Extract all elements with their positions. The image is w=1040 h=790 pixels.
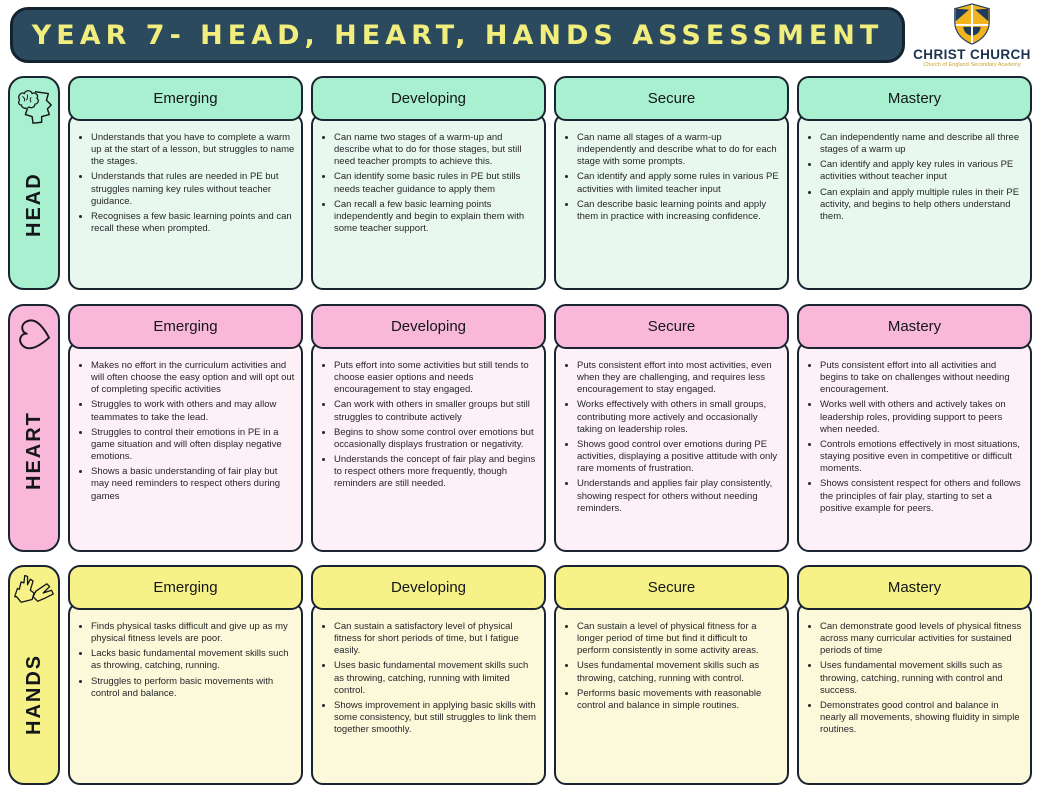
bullet-item: • Can describe basic learning points and apply them in practice with increasing confidence. — [577, 199, 782, 223]
cell-heart-developing — [311, 304, 546, 552]
bullet-item: • Works effectively with others in small groups, contributing more actively and occasionally taking on leadership roles. — [577, 399, 782, 435]
level-label: Developing — [390, 579, 467, 596]
bullet-list — [319, 621, 539, 736]
level-label: Secure — [647, 90, 696, 107]
level-header-developing — [311, 76, 546, 121]
bullet-item: • Uses fundamental movement skills such as throwing, catching, running with control and success. — [820, 660, 1025, 696]
cell-head-developing — [311, 76, 546, 290]
bullet-item: • Finds physical tasks difficult and give up as my physical fitness levels are poor. — [91, 621, 296, 645]
bullet-item: • Can explain and apply multiple rules in their PE activity, and begins to help others understand them. — [820, 187, 1025, 223]
bullet-item: • Recognises a few basic learning points and can recall these when prompted. — [91, 211, 296, 235]
cell-body — [68, 341, 303, 552]
bullet-list — [562, 621, 782, 712]
cell-head-emerging — [68, 76, 303, 290]
row-heart — [8, 304, 1032, 552]
bullet-list — [805, 132, 1025, 223]
bullet-item: • Uses fundamental movement skills such as throwing, catching, running with control. — [577, 660, 782, 684]
level-header-developing — [311, 304, 546, 349]
bullet-list — [562, 132, 782, 223]
bullet-item: • Shows improvement in applying basic skills with some consistency, but still struggles to link them together smoothly. — [334, 700, 539, 736]
bullet-item: • Can recall a few basic learning points independently and begin to explain them with some teacher support. — [334, 199, 539, 235]
level-label: Developing — [390, 90, 467, 107]
bullet-item: • Understands and applies fair play consistently, showing respect for others without needing reminders. — [577, 478, 782, 514]
bullet-item: • Can work with others in smaller groups but still struggles to contribute actively — [334, 399, 539, 423]
bullet-item: • Puts effort into some activities but still tends to choose easier options and needs encouragement to stay engaged. — [334, 360, 539, 396]
level-header-secure — [554, 565, 789, 610]
cell-body — [311, 341, 546, 552]
heart-icon — [13, 313, 55, 357]
bullet-item: • Uses basic fundamental movement skills such as throwing, catching, running with limited control. — [334, 660, 539, 696]
row-label-heart — [8, 304, 60, 552]
bullet-item: • Understands that you have to complete a warm up at the start of a lesson, but struggles to name the stages. — [91, 132, 296, 168]
hands-icon — [11, 574, 57, 612]
cell-body — [797, 341, 1032, 552]
bullet-item: • Puts consistent effort into all activities and begins to take on challenges without needing encouragement. — [820, 360, 1025, 396]
row-label-hands — [8, 565, 60, 785]
bullet-item: • Can identify and apply key rules in various PE activities without teacher input — [820, 159, 1025, 183]
sidebar-label-hands: HANDS — [22, 653, 45, 736]
bullet-item: • Can sustain a level of physical fitness for a longer period of time but find it difficult to perform consistently in some activity areas. — [577, 621, 782, 657]
cell-body — [797, 113, 1032, 290]
bullet-item: • Can name two stages of a warm-up and describe what to do for those stages, but still need teacher prompts to achieve this. — [334, 132, 539, 168]
bullet-item: • Can sustain a satisfactory level of physical fitness for short periods of time, but I fatigue easily. — [334, 621, 539, 657]
level-label: Secure — [647, 579, 696, 596]
row-label-head — [8, 76, 60, 290]
bullet-item: • Understands that rules are needed in PE but struggles naming key rules without teacher guidance. — [91, 171, 296, 207]
bullet-list — [76, 360, 296, 503]
cell-body — [68, 602, 303, 785]
logo-subtitle: Church of England Secondary Academy — [923, 62, 1021, 68]
bullet-item: • Begins to show some control over emotions but occasionally displays frustration or negativity. — [334, 427, 539, 451]
cell-body — [554, 341, 789, 552]
christ-church-logo — [906, 2, 1038, 68]
cell-hands-secure — [554, 565, 789, 785]
level-label: Emerging — [153, 318, 218, 335]
level-header-emerging — [68, 304, 303, 349]
bullet-list — [319, 360, 539, 491]
page-title: YEAR 7- HEAD, HEART, HANDS ASSESSMENT — [31, 19, 884, 51]
cell-body — [554, 602, 789, 785]
bullet-list — [76, 132, 296, 235]
bullet-item: • Can name all stages of a warm-up independently and describe what to do for each stage with some prompts. — [577, 132, 782, 168]
level-label: Emerging — [153, 90, 218, 107]
head-brain-icon — [12, 85, 56, 127]
logo-name: CHRIST CHURCH — [913, 47, 1031, 62]
cell-heart-emerging — [68, 304, 303, 552]
bullet-list — [805, 621, 1025, 736]
sidebar-label-head: HEAD — [22, 172, 45, 237]
cell-head-mastery — [797, 76, 1032, 290]
bullet-item: • Struggles to perform basic movements with control and balance. — [91, 676, 296, 700]
bullet-list — [562, 360, 782, 515]
level-label: Secure — [647, 318, 696, 335]
bullet-item: • Lacks basic fundamental movement skills such as throwing, catching, running. — [91, 648, 296, 672]
bullet-item: • Shows good control over emotions during PE activities, displaying a positive attitude with only rare moments of frustration. — [577, 439, 782, 475]
cell-heart-secure — [554, 304, 789, 552]
level-header-emerging — [68, 565, 303, 610]
level-header-mastery — [797, 565, 1032, 610]
level-header-secure — [554, 76, 789, 121]
shield-icon — [950, 2, 994, 46]
level-label: Developing — [390, 318, 467, 335]
bullet-item: • Struggles to control their emotions in PE in a game situation and will often display negative emotions. — [91, 427, 296, 463]
cell-hands-mastery — [797, 565, 1032, 785]
level-label: Mastery — [887, 90, 942, 107]
bullet-item: • Understands the concept of fair play and begins to respect others more frequently, though reminders are still needed. — [334, 454, 539, 490]
level-label: Mastery — [887, 579, 942, 596]
bullet-item: • Can identify and apply some rules in various PE activities with limited teacher input — [577, 171, 782, 195]
level-header-mastery — [797, 76, 1032, 121]
row-head — [8, 76, 1032, 290]
cell-body — [554, 113, 789, 290]
bullet-item: • Can independently name and describe all three stages of a warm up — [820, 132, 1025, 156]
cell-heart-mastery — [797, 304, 1032, 552]
bullet-item: • Puts consistent effort into most activities, even when they are challenging, and requires less encouragement to stay engaged. — [577, 360, 782, 396]
cell-body — [68, 113, 303, 290]
bullet-item: • Shows consistent respect for others and follows the principles of fair play, starting to set a positive example for peers. — [820, 478, 1025, 514]
level-label: Mastery — [887, 318, 942, 335]
bullet-item: • Struggles to work with others and may allow teammates to take the lead. — [91, 399, 296, 423]
sidebar-label-heart: HEART — [22, 411, 45, 490]
level-header-mastery — [797, 304, 1032, 349]
level-label: Emerging — [153, 579, 218, 596]
bullet-item: • Works well with others and actively takes on leadership roles, providing support to peers when needed. — [820, 399, 1025, 435]
bullet-item: • Shows a basic understanding of fair play but may need reminders to respect others during games — [91, 466, 296, 502]
level-header-developing — [311, 565, 546, 610]
title-banner — [10, 7, 905, 63]
row-hands — [8, 565, 1032, 785]
cell-hands-developing — [311, 565, 546, 785]
assessment-grid — [8, 76, 1032, 785]
level-header-emerging — [68, 76, 303, 121]
bullet-item: • Demonstrates good control and balance in nearly all movements, showing fluidity in simple routines. — [820, 700, 1025, 736]
cell-body — [797, 602, 1032, 785]
level-header-secure — [554, 304, 789, 349]
cell-head-secure — [554, 76, 789, 290]
bullet-list — [319, 132, 539, 235]
bullet-item: • Makes no effort in the curriculum activities and will often choose the easy option and will opt out of completing specific activities — [91, 360, 296, 396]
bullet-item: • Can identify some basic rules in PE but stills needs teacher guidance to apply them — [334, 171, 539, 195]
bullet-item: • Performs basic movements with reasonable control and balance in simple routines. — [577, 688, 782, 712]
cell-body — [311, 602, 546, 785]
bullet-list — [805, 360, 1025, 515]
bullet-item: • Controls emotions effectively in most situations, staying positive even in competitive or difficult moments. — [820, 439, 1025, 475]
bullet-list — [76, 621, 296, 700]
cell-body — [311, 113, 546, 290]
bullet-item: • Can demonstrate good levels of physical fitness across many curricular activities for sustained periods of time — [820, 621, 1025, 657]
cell-hands-emerging — [68, 565, 303, 785]
